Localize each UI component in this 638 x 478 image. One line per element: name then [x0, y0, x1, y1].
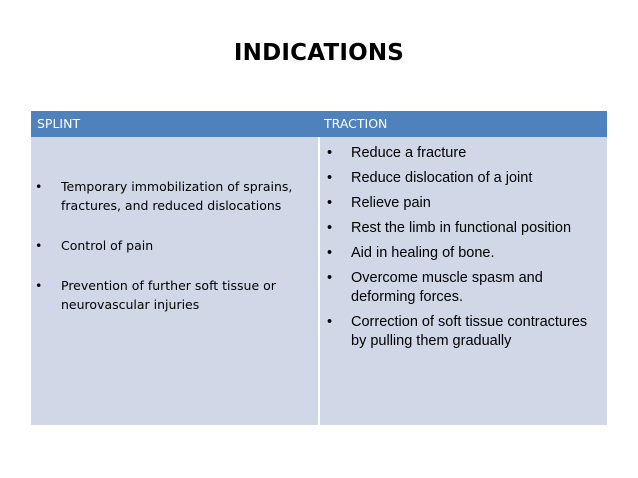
list-item — [31, 177, 311, 215]
list-item — [320, 269, 603, 307]
header-splint: SPLINT — [37, 116, 81, 131]
bullet-icon: • — [327, 245, 333, 261]
list-item — [31, 236, 311, 255]
indications-table — [31, 111, 607, 425]
list-item — [320, 194, 603, 213]
traction-item-text: Rest the limb in functional position — [351, 220, 572, 236]
list-item — [320, 313, 603, 351]
traction-list — [320, 144, 603, 357]
list-item — [320, 169, 603, 188]
bullet-icon: • — [35, 238, 43, 253]
list-item — [320, 244, 603, 263]
table-header-row — [31, 111, 607, 137]
splint-item-text: Temporary immobilization of sprains, fractures, and reduced dislocations — [61, 179, 293, 213]
slide-title: INDICATIONS — [233, 40, 405, 66]
splint-item-text: Prevention of further soft tissue or neurovascular injuries — [61, 278, 276, 312]
traction-item-text: Relieve pain — [351, 195, 431, 211]
bullet-icon: • — [327, 220, 333, 236]
bullet-icon: • — [327, 314, 333, 330]
traction-item-text: Reduce dislocation of a joint — [351, 170, 533, 186]
traction-item-text: Aid in healing of bone. — [351, 245, 495, 261]
bullet-icon: • — [327, 145, 333, 161]
traction-item-text: Reduce a fracture — [351, 145, 467, 161]
header-traction: TRACTION — [324, 116, 388, 131]
list-item — [320, 144, 603, 163]
traction-cell — [320, 137, 607, 425]
bullet-icon: • — [327, 195, 333, 211]
traction-item-text: Correction of soft tissue contractures by pulling them gradually — [351, 314, 588, 349]
list-item — [320, 219, 603, 238]
bullet-icon: • — [327, 170, 333, 186]
bullet-icon: • — [35, 179, 43, 194]
splint-cell — [31, 137, 318, 425]
splint-list — [31, 177, 311, 335]
list-item — [31, 276, 311, 314]
splint-item-text: Control of pain — [61, 238, 154, 253]
traction-item-text: Overcome muscle spasm and deforming forces. — [351, 270, 543, 305]
bullet-icon: • — [327, 270, 333, 286]
bullet-icon: • — [35, 278, 43, 293]
